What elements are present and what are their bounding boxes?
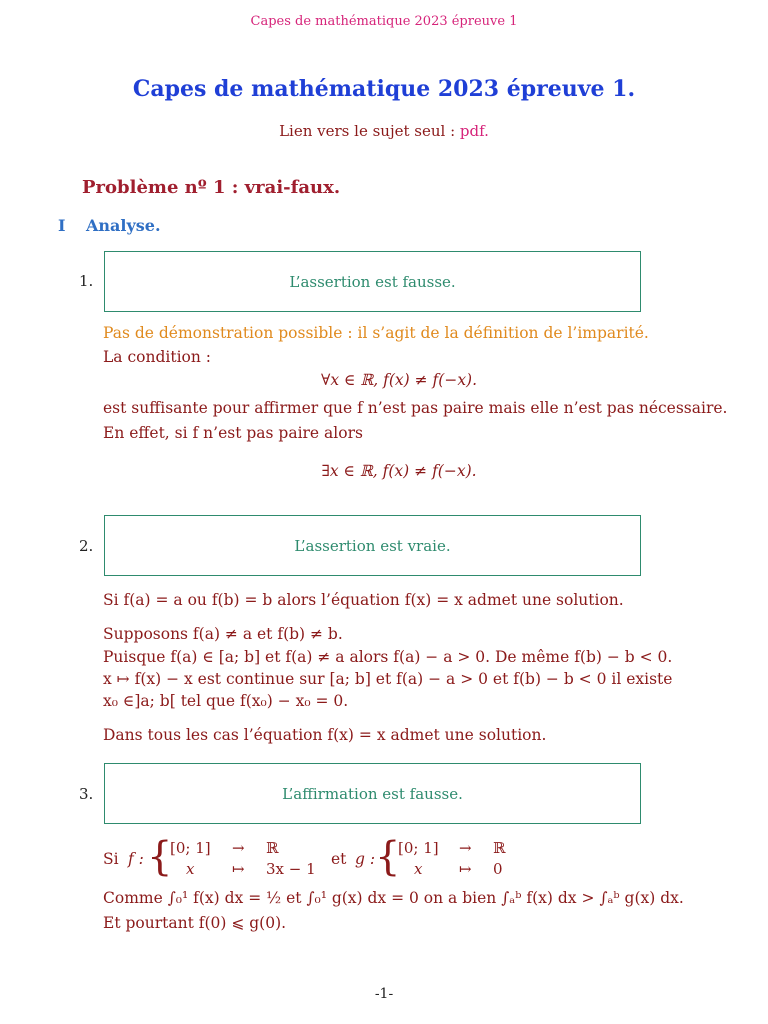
left-brace: { — [147, 834, 173, 880]
verdict-box — [104, 515, 641, 576]
text-line: x₀ ∈]a; b[ tel que f(x₀) − x₀ = 0. — [103, 692, 349, 710]
subject-link-label: Lien vers le sujet seul : — [279, 122, 460, 140]
g-variable: x — [414, 860, 423, 878]
document-title: Capes de mathématique 2023 épreuve 1. — [132, 76, 636, 102]
pdf-link[interactable]: pdf. — [459, 122, 489, 140]
g-expression: 0 — [493, 860, 503, 878]
text-line: La condition : — [103, 348, 211, 366]
section-number: I — [58, 216, 66, 235]
display-equation: ∃x ∈ ℝ, f(x) ≠ f(−x). — [321, 462, 477, 480]
verdict-text: L’affirmation est fausse. — [282, 784, 463, 803]
f-mapsto: ↦ — [232, 860, 245, 878]
definition-prefix: Si — [103, 850, 119, 868]
verdict-text: L’assertion est vraie. — [294, 536, 451, 555]
left-brace: { — [375, 834, 401, 880]
display-equation: ∀x ∈ ℝ, f(x) ≠ f(−x). — [320, 371, 478, 389]
text-line: x ↦ f(x) − x est continue sur [a; b] et f(a) − a > 0 et f(b) − b < 0 il existe — [103, 670, 673, 688]
running-header: Capes de mathématique 2023 épreuve 1 — [250, 14, 518, 29]
g-domain: [0; 1] — [398, 839, 439, 857]
text-line: Comme ∫₀¹ f(x) dx = ½ et ∫₀¹ g(x) dx = 0 on a bien ∫ₐᵇ f(x) dx > ∫ₐᵇ g(x) dx. — [103, 889, 684, 907]
item-number: 2. — [79, 537, 94, 555]
f-label: f : — [128, 850, 144, 868]
f-codomain: ℝ — [266, 839, 279, 857]
verdict-text: L’assertion est fausse. — [289, 272, 456, 291]
remark-line: Pas de démonstration possible : il s’agit de la définition de l’imparité. — [103, 324, 649, 342]
text-line: Et pourtant f(0) ⩽ g(0). — [103, 914, 287, 932]
page-number: -1- — [374, 986, 394, 1002]
item-number: 3. — [79, 785, 94, 803]
g-label: g : — [355, 850, 376, 868]
f-arrow: → — [232, 839, 245, 857]
text-line: Puisque f(a) ∈ [a; b] et f(a) ≠ a alors f(a) − a > 0. De même f(b) − b < 0. — [103, 648, 673, 666]
problem-heading: Problème nº 1 : vrai-faux. — [82, 177, 341, 198]
section-title: Analyse. — [86, 216, 161, 235]
section-heading — [58, 216, 161, 235]
verdict-box — [104, 763, 641, 824]
f-variable: x — [186, 860, 195, 878]
f-domain: [0; 1] — [170, 839, 211, 857]
item-number: 1. — [79, 272, 94, 290]
g-codomain: ℝ — [493, 839, 506, 857]
text-line: En effet, si f n’est pas paire alors — [103, 424, 363, 442]
conjunction: et — [331, 850, 347, 868]
subject-link-line — [0, 122, 768, 140]
text-line: est suffisante pour affirmer que f n’est pas paire mais elle n’est pas nécessaire. — [103, 399, 728, 417]
text-line: Dans tous les cas l’équation f(x) = x admet une solution. — [103, 726, 547, 744]
text-line: Si f(a) = a ou f(b) = b alors l’équation f(x) = x admet une solution. — [103, 591, 624, 609]
verdict-box — [104, 251, 641, 312]
text-line: Supposons f(a) ≠ a et f(b) ≠ b. — [103, 625, 343, 643]
g-mapsto: ↦ — [459, 860, 472, 878]
f-expression: 3x − 1 — [266, 860, 316, 878]
g-arrow: → — [459, 839, 472, 857]
